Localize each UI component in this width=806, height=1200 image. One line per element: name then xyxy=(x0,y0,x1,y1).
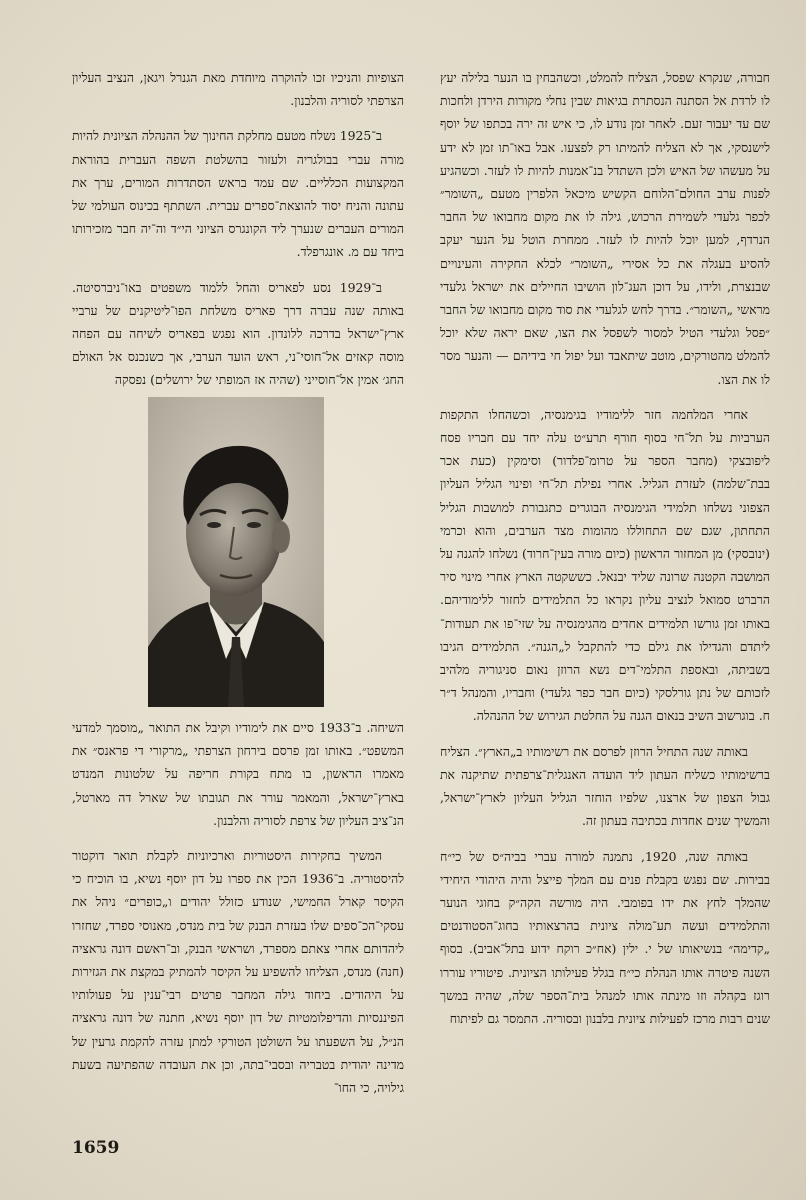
page-number: 1659 xyxy=(72,1138,120,1158)
portrait-image xyxy=(148,397,324,707)
paragraph: המשיך בחקירות היסטוריות וארכיוניות לקבלת תואר דוקטור להיסטוריה. ב־1936 הכין את ספרו על דון יוסף נשיא, בו הוכיח כי הקיסר קארל החמישי, שנודע כזולל יהודים ו„כופרים״ ניהל את עסקי־הכ־ספים שלו בעזרת הבנק של בית מנדס, מאנוסי ספרד, שחזרו ליהדותם אחרי צאתם מספרד, ושראשי הבנק, וב־ראשם דונה גראציה (חנה) מנדס, הצליחו להשפיע על הקיסר להמתיק במקצת את הגזירות על היהודים. ביחוד גילה המחבר פרטים רבי־ענין על פעולותיו הפיננסיות והדיפלומטיות של דון יוסף נשיא, חתנה של דונה גראציה הנ״ל, על השפעתו על השולטן הטורקי למתן עזרה להקמת גרעין של מדינה יהודית בטבריה ובסבי־בתה, וכן את העובדה שהפתיעה בשעת גילויה, כי החו־ xyxy=(72,848,404,1096)
paragraph: ב־1925 נשלח מטעם מחלקת החינוך של ההנהלה הציונית להיות מורה עברי בבולגריה ולעזור בהשלטת השפה העברית בהוראת המקצועות הכלליים. שם עמד בראש הסתדרות המורים, ערך את עתונה והניח יסוד להוצאת־ספרים עברית. השתתף בכינוס העולמי של המורים העברים שנערך ליד הקונגרס הציוני הי״ד וה־יה חבר מזכירותו ביחד עם מ. אונגרפלד. xyxy=(72,128,404,260)
paragraph: באותה שנה התחיל הרוזן לפרסם את רשימותיו ב„הארץ״. הצליח ברשימותיו כשליח העתון ליד הועדה האנגלית־צרפתית שתיקנה את גבול הצפון של ארצנו, שלפיו הוחזר הגליל העליון לארץ־ישראל, והמשיך שנים אחדות בכתיבה בעתון זה. xyxy=(440,743,770,829)
paragraph: חבורה, שנקרא שפסל, הצליח להמלט, וכשהבחין בו הנער בלילה יעץ לו לרדת אל הסתנה הנסתרת בגיאות שבין נחלי מקורות הירדן ולחכות שם עד יעבור זעם. לאחר זמן נודע לו, כי איש זה ירה בכתפו של יוסף לישנסקי, אך לא הצליח להמיתו רק לפצעו. אבל באו־תו זמן לא ידע על מעשהו של האיש ולכן השתדל בנ־אמנות להיות לו לעזר. וכשהגיע לפנות ערב החולם־הלוחם הקשיש מיכאל הלפרין מטעם „השומר״ לכפר גלעדי לשמירת הרכוש, גילה לו את מקום מחבואו של החבר הנרדף, למען יוכל להיות לו לעזר. ממחרת הוטל על הנער יעקב להסיע בעגלה את כל אסירי „השומר״ לכלא החקירה והעינויים שבנצרת, ולידו, על דוכן העג־לון הושיבו החיילים את ישראל גלעדי מראשי „השומר״. בדרך לחש לגלעדי את סוד מקום מחבואו של החבר ״פסל וגלעדי הטיל למסור לשפסל את הצו, שאם יראה שלא יוכל להמלט מהטורקים, מוטב שיתאבד ועל יפול חי בידיהם — והנער מסר לו את הצו. xyxy=(440,70,770,387)
left-text-column-top xyxy=(72,66,404,388)
paragraph: ב־1929 נסע לפאריס והחל ללמוד משפטים באו־ניברסיטה. באותה שנה עברה דרך פאריס משלחת הפו־ליטיקנים של ערביי ארץ־ישראל בדרכה ללונדון. הוא נפגש בפאריס לשיחה עם הפחה מוסה קאזים אל־חוסי־ני, ראש הועד הערבי, אך כשנכנס אל האולם החג׳ אמין אל־חוסייני (שהיה אז המופתי של ירושלים) נפסקה xyxy=(72,279,404,388)
paragraph: השיחה. ב־1933 סיים את לימודיו וקיבל את התואר „מוסמך למדעי המשפט״. באותו זמן פרסם בירחון הצרפתי „מרקורי די פראנס״ את מאמרו הראשון, בו מתח בקורת חריפה על שלטונות המנדט בארץ־ישראל, והמאמר עורר את תגובתו של שארל דה מארטל, הנ־ציב העליון של צרפת לסוריה והלבנון. xyxy=(72,720,404,828)
portrait-photo xyxy=(148,397,324,707)
paragraph: באותה שנה, 1920, נתמנה למורה עברי בביה״ס של כי״ח בבירות. שם נפגש בקבלת פנים עם המלך פייצל והיה היהודי היחידי שהמלך לחץ את ידו בפומבי. היה מורשה הקה״ק בחוגי הנוער והתלמידים ועשה תע־מולה ציונית בהרצאותיו בחוג־הסטודנטים „קדימה״ בנשיאותו של י. ילין (אח״כ רוקח ידוע בתל־אביב). בסוף השנה פיטרה אותו הנהלת כי״ח בגלל פעילותו הציונית. פיטוריו עוררו רוגז בקהלה וזו מינתה אותו למנהל בית־הספר שלה, שהיה במשך שנים רבות מרכז לפעילות ציונית בלבנון ובסוריה. התמסר גם לפיתוח xyxy=(440,848,770,1026)
paragraph: אחרי המלחמה חזר ללימודיו בגימנסיה, וכשהחלו התקפות הערביות על תל־חי בסוף חורף תרע״ט עלה יחד עם חבריו פסח ליפובצקי (מחבר הספר על טרומ־פלדור) וסימקין (כעת אכר בבת־שלמה) לעזרת הגליל. אחרי נפילת תל־חי ופינוי הגליל העליון הצפוני נשלחו תלמידי הגימנסיה הבוגרים כתגבורת למושבות הגליל התחתון, שגם שם התחוללו מהומות מצד הערבים, והוא וכרמי (ינובסקי) מן המחזור הראשון (כיום מורה בעין־חרוד) נשלחו להגנה על המושבה הקטנה שרונה שליד יבנאל. כששקטה הארץ אחרי מינוי סיר הרברט סמואל לנציב עליון נקראו כל התלמידים לחזור ללימודיהם. באותו זמן גורשו תלמידים אחדים מהגימנסיה על שזי־פו את תעודות־ ליתדם והגדילו את גילם כדי להתקבל ל„הגנה״. התלמידים הגיבו בשביתה, ובאספת התלמי־דים נשא הרוזן נאום סניגוריה מלהיב לזכותם של נתן גורלסקי (כיום חבר כפר גלעדי) וחבריו, והמנהל ד״ר ח. בוגרשוב השיב בנאום הגנה על החלטת הגירוש של ההנהלה. xyxy=(440,406,770,724)
right-text-column xyxy=(440,66,770,1086)
paragraph: הצופיות והניכיו זכו להוקרה מיוחדת מאת הגנרל ויגאן, הנציב העליון הצרפתי לסוריה והלבנון. xyxy=(72,70,404,109)
left-text-column-bottom xyxy=(72,716,404,1096)
